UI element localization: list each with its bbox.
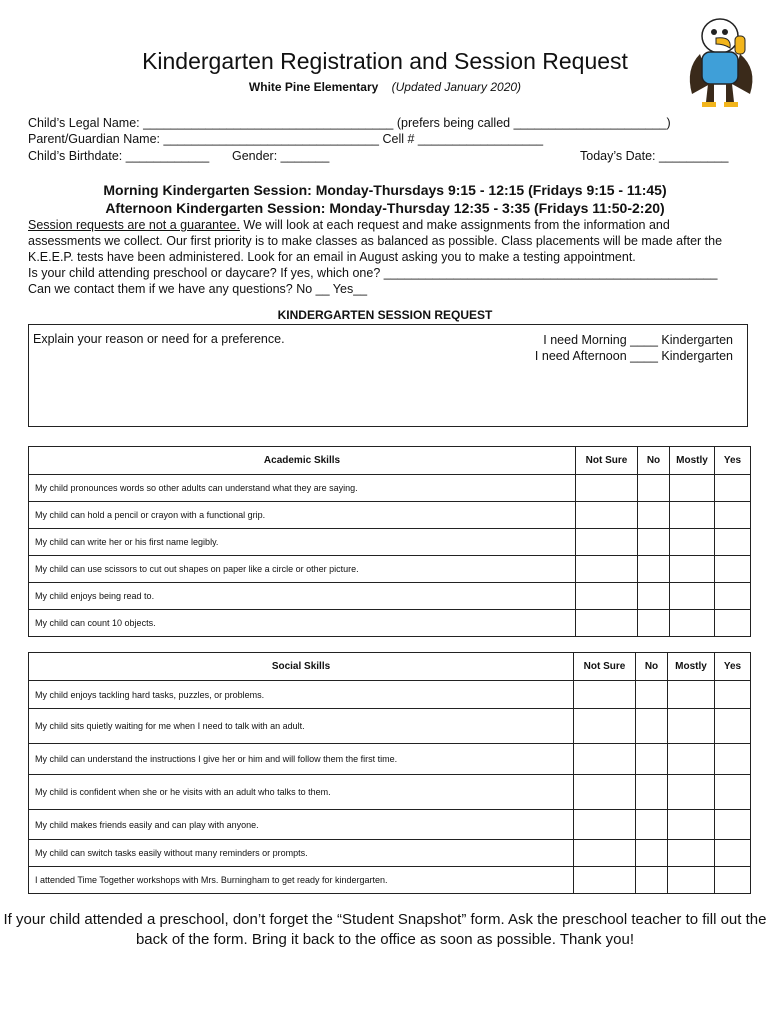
skill-question: My child can switch tasks easily without many reminders or prompts. — [29, 840, 574, 867]
notice-line-2: assessments we collect. Our first priority is to make classes as balanced as possible. Class placements will be made after the — [28, 234, 723, 248]
skill-question: My child enjoys being read to. — [29, 583, 576, 610]
answer-yes[interactable] — [715, 583, 751, 610]
answer-mostly[interactable] — [670, 475, 715, 502]
col-no: No — [638, 447, 670, 475]
subtitle — [0, 80, 770, 94]
answer-mostly[interactable] — [668, 840, 715, 867]
answer-no[interactable] — [636, 810, 668, 840]
answer-not-sure[interactable] — [574, 681, 636, 709]
answer-yes[interactable] — [715, 529, 751, 556]
answer-yes[interactable] — [715, 867, 751, 894]
table-row — [29, 475, 751, 502]
morning-session: Morning Kindergarten Session: Monday-Thursdays 9:15 - 12:15 (Fridays 9:15 - 11:45) — [103, 182, 667, 198]
social-skills-table — [28, 652, 751, 894]
skill-question: My child can use scissors to cut out shapes on paper like a circle or other picture. — [29, 556, 576, 583]
school-name: White Pine Elementary — [248, 80, 379, 94]
answer-mostly[interactable] — [668, 810, 715, 840]
answer-no[interactable] — [638, 502, 670, 529]
answer-no[interactable] — [638, 529, 670, 556]
answer-not-sure[interactable] — [574, 709, 636, 744]
afternoon-session: Afternoon Kindergarten Session: Monday-Thursday 12:35 - 3:35 (Fridays 11:50-2:20) — [105, 200, 665, 216]
table-row — [29, 610, 751, 637]
answer-not-sure[interactable] — [576, 529, 638, 556]
answer-not-sure[interactable] — [574, 775, 636, 810]
answer-yes[interactable] — [715, 709, 751, 744]
answer-no[interactable] — [638, 583, 670, 610]
table-row — [29, 867, 751, 894]
col-yes: Yes — [715, 653, 751, 681]
answer-yes[interactable] — [715, 475, 751, 502]
skill-question: I attended Time Together workshops with Mrs. Burningham to get ready for kindergarten. — [29, 867, 574, 894]
skill-question: My child can understand the instructions I give her or him and will follow them the first time. — [29, 744, 574, 775]
answer-no[interactable] — [638, 475, 670, 502]
skill-question: My child can hold a pencil or crayon with a functional grip. — [29, 502, 576, 529]
notice-underlined: Session requests are not a guarantee. — [28, 218, 240, 232]
session-options — [535, 332, 733, 364]
col-mostly: Mostly — [668, 653, 715, 681]
gender-line: Gender: _______ — [232, 149, 330, 163]
answer-no[interactable] — [636, 744, 668, 775]
notice-line-1-rest: We will look at each request and make assignments from the information and — [239, 218, 670, 232]
answer-mostly[interactable] — [668, 867, 715, 894]
todays-date-line: Today’s Date: __________ — [580, 149, 729, 163]
answer-yes[interactable] — [715, 502, 751, 529]
morning-option: I need Morning ____ Kindergarten — [543, 333, 733, 347]
table-row — [29, 744, 751, 775]
table-row — [29, 775, 751, 810]
col-not-sure: Not Sure — [574, 653, 636, 681]
table-row — [29, 583, 751, 610]
answer-no[interactable] — [638, 610, 670, 637]
skill-question: My child can count 10 objects. — [29, 610, 576, 637]
answer-not-sure[interactable] — [574, 840, 636, 867]
skill-question: My child pronounces words so other adults can understand what they are saying. — [29, 475, 576, 502]
table-row — [29, 529, 751, 556]
table-row — [29, 502, 751, 529]
answer-yes[interactable] — [715, 610, 751, 637]
answer-not-sure[interactable] — [574, 810, 636, 840]
answer-yes[interactable] — [715, 681, 751, 709]
table-row — [29, 810, 751, 840]
col-mostly: Mostly — [670, 447, 715, 475]
table-row — [29, 681, 751, 709]
skill-question: My child can write her or his first name legibly. — [29, 529, 576, 556]
answer-not-sure[interactable] — [576, 556, 638, 583]
table-row — [29, 556, 751, 583]
answer-mostly[interactable] — [668, 709, 715, 744]
preschool-question: Is your child attending preschool or daycare? If yes, which one? ________________________________________________ — [28, 266, 718, 280]
child-name-line: Child’s Legal Name: ____________________________________ (prefers being called ______________________) — [28, 116, 671, 130]
answer-no[interactable] — [636, 840, 668, 867]
skill-question: My child is confident when she or he visits with an adult who talks to them. — [29, 775, 574, 810]
answer-no[interactable] — [638, 556, 670, 583]
notice-line-3: K.E.E.P. tests have been administered. Look for an email in August asking you to make a testing appointment. — [28, 250, 636, 264]
answer-mostly[interactable] — [668, 775, 715, 810]
academic-skills-table — [28, 446, 751, 637]
answer-not-sure[interactable] — [576, 502, 638, 529]
notice-line-1 — [28, 217, 670, 233]
answer-not-sure[interactable] — [574, 744, 636, 775]
session-request-heading: KINDERGARTEN SESSION REQUEST — [277, 308, 493, 322]
page-title: Kindergarten Registration and Session Request — [142, 48, 628, 74]
table-header-row — [29, 447, 751, 475]
social-heading: Social Skills — [29, 653, 574, 681]
contact-question: Can we contact them if we have any questions? No __ Yes__ — [28, 282, 368, 296]
answer-not-sure[interactable] — [574, 867, 636, 894]
answer-mostly[interactable] — [670, 556, 715, 583]
col-not-sure: Not Sure — [576, 447, 638, 475]
answer-mostly[interactable] — [668, 744, 715, 775]
answer-yes[interactable] — [715, 775, 751, 810]
col-no: No — [636, 653, 668, 681]
skill-question: My child enjoys tackling hard tasks, puzzles, or problems. — [29, 681, 574, 709]
table-row — [29, 840, 751, 867]
preference-prompt: Explain your reason or need for a preference. — [33, 332, 285, 346]
academic-heading: Academic Skills — [29, 447, 576, 475]
answer-mostly[interactable] — [670, 502, 715, 529]
answer-no[interactable] — [636, 709, 668, 744]
footer-note: If your child attended a preschool, don’t forget the “Student Snapshot” form. Ask the preschool teacher to fill out the back of the form. Bring it back to the office as soon as possible. Thank you! — [3, 911, 767, 948]
answer-not-sure[interactable] — [576, 610, 638, 637]
answer-mostly[interactable] — [670, 583, 715, 610]
answer-not-sure[interactable] — [576, 475, 638, 502]
table-row — [29, 709, 751, 744]
skill-question: My child makes friends easily and can play with anyone. — [29, 810, 574, 840]
answer-no[interactable] — [636, 775, 668, 810]
answer-mostly[interactable] — [670, 610, 715, 637]
table-header-row — [29, 653, 751, 681]
answer-yes[interactable] — [715, 556, 751, 583]
skill-question: My child sits quietly waiting for me when I need to talk with an adult. — [29, 709, 574, 744]
col-yes: Yes — [715, 447, 751, 475]
answer-no[interactable] — [636, 681, 668, 709]
preference-box[interactable] — [28, 324, 748, 427]
answer-mostly[interactable] — [668, 681, 715, 709]
updated-date: (Updated January 2020) — [391, 80, 522, 94]
answer-yes[interactable] — [715, 810, 751, 840]
birthdate-line: Child’s Birthdate: ____________ — [28, 149, 210, 163]
answer-not-sure[interactable] — [576, 583, 638, 610]
parent-name-line: Parent/Guardian Name: _______________________________ Cell # __________________ — [28, 132, 544, 146]
answer-no[interactable] — [636, 867, 668, 894]
afternoon-option: I need Afternoon ____ Kindergarten — [534, 349, 733, 363]
answer-mostly[interactable] — [670, 529, 715, 556]
answer-yes[interactable] — [715, 744, 751, 775]
answer-yes[interactable] — [715, 840, 751, 867]
